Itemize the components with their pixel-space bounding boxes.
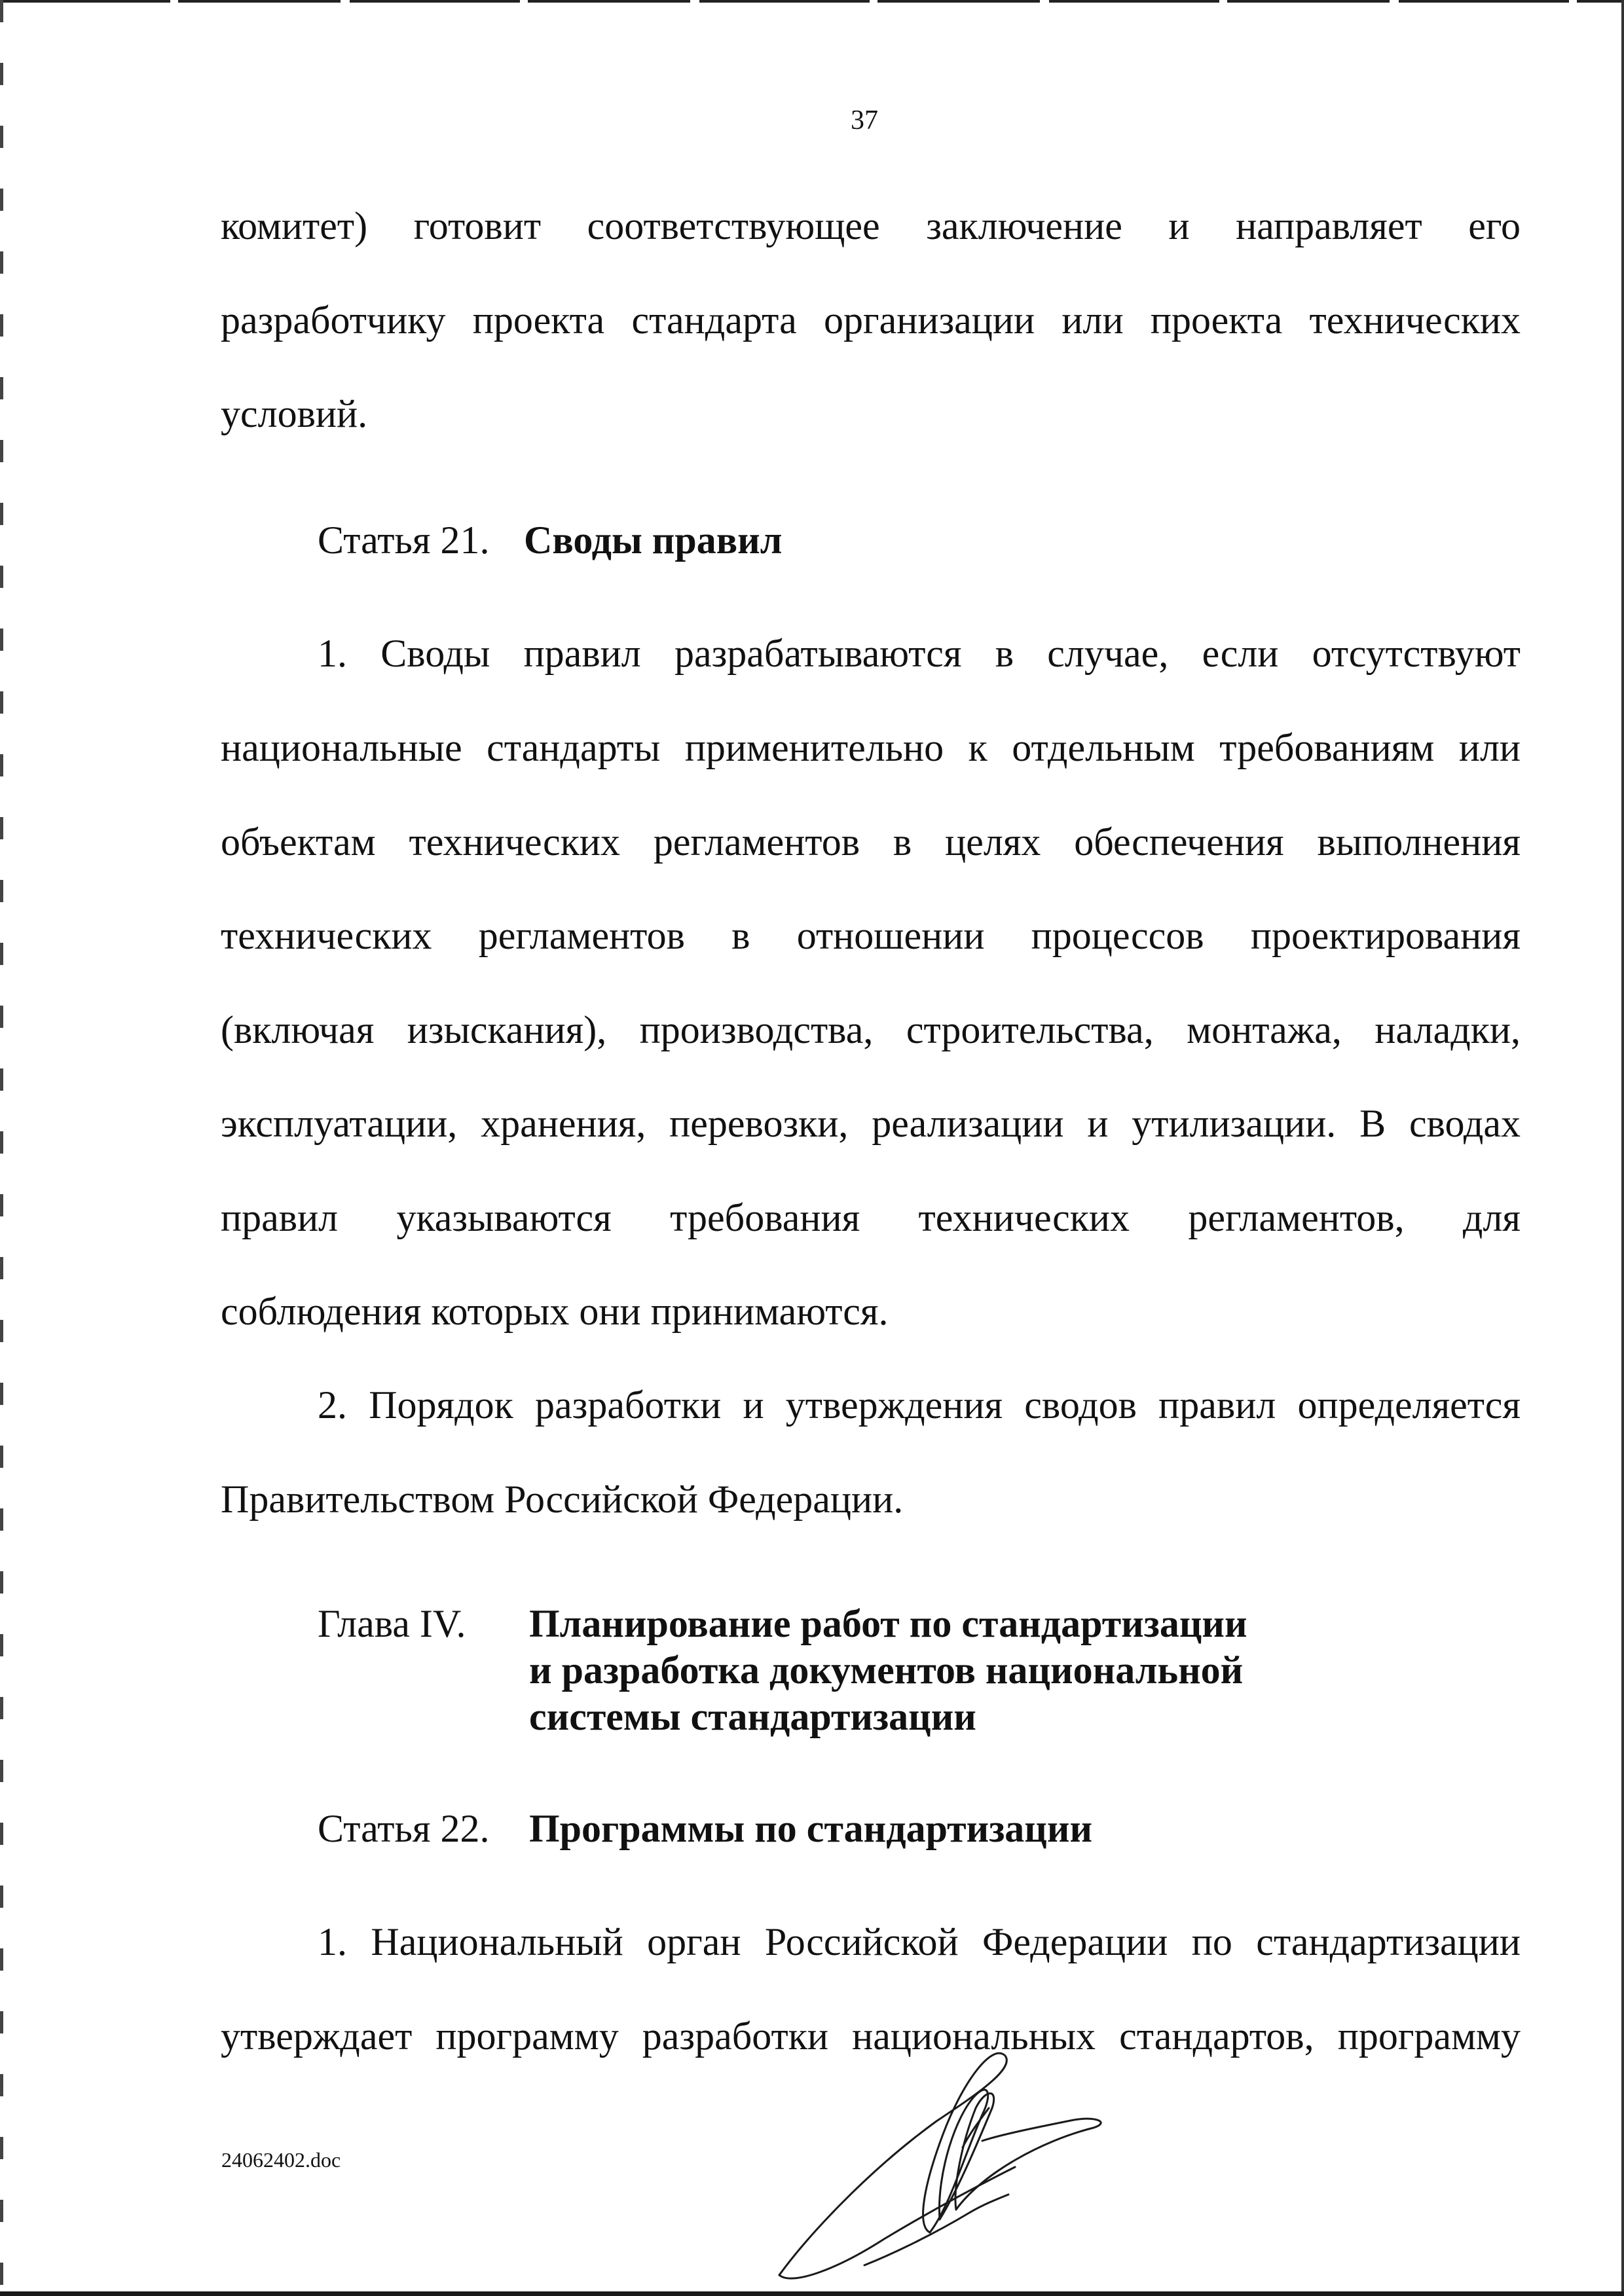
article-21-p1-line-6: эксплуатации, хранения, перевозки, реализации и утилизации. В сводах [221,1102,1521,1145]
article-21-p2-line-1: 2. Порядок разработки и утверждения сводов правил определяется [318,1383,1521,1427]
chapter-4-title-line-3: системы стандартизации [529,1695,976,1738]
scan-bottom-edge [0,2291,1624,2296]
scan-left-edge [0,0,3,2296]
scan-top-edge [0,0,1624,3]
intro-line-1: комитет) готовит соответствующее заключение и направляет его [221,204,1521,247]
article-21-p1-line-7: правил указываются требования технических регламентов, для [221,1196,1521,1239]
article-21-p1-line-4: технических регламентов в отношении процессов проектирования [221,914,1521,957]
chapter-4-title-line-1: Планирование работ по стандартизации [529,1602,1247,1645]
chapter-4-title-line-2: и разработка документов национальной [529,1649,1244,1692]
signature-icon [766,2043,1107,2285]
article-21-title: Своды правил [524,519,783,562]
article-21-p2-line-2: Правительством Российской Федерации. [221,1478,904,1521]
footer-filename: 24062402.doc [221,2148,341,2172]
article-22-title: Программы по стандартизации [529,1807,1093,1850]
article-21-p1-line-8: соблюдения которых они принимаются. [221,1290,889,1333]
article-21-p1-line-2: национальные стандарты применительно к отдельным требованиям или [221,726,1521,769]
intro-line-3: условий. [221,392,368,435]
article-21-p1-line-3: объектам технических регламентов в целях обеспечения выполнения [221,820,1521,864]
page-number: 37 [851,105,878,136]
article-21-p1-line-1: 1. Своды правил разрабатываются в случае, если отсутствуют [318,632,1521,675]
article-21-p1-line-5: (включая изыскания), производства, строительства, монтажа, наладки, [221,1008,1521,1051]
article-22-p1-line-1: 1. Национальный орган Российской Федерации по стандартизации [318,1920,1521,1963]
scan-right-edge [1621,0,1624,2296]
article-22-label: Статья 22. [318,1807,490,1850]
intro-line-2: разработчику проекта стандарта организации или проекта технических [221,299,1521,342]
article-22-p1-line-2: утверждает программу разработки национальных стандартов, программу [221,2014,1521,2058]
article-21-label: Статья 21. [318,519,490,562]
chapter-4-label: Глава IV. [318,1602,466,1645]
